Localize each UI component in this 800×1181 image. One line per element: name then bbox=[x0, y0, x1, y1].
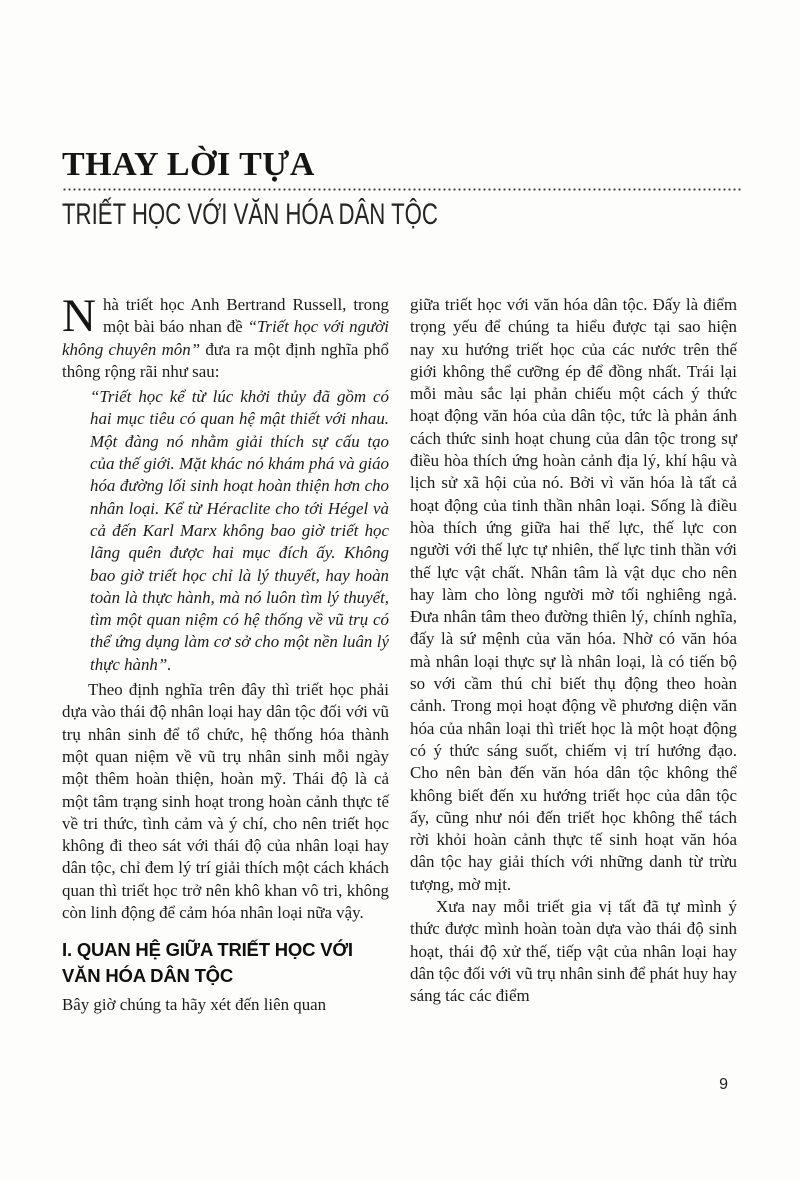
body-paragraph: Theo định nghĩa trên đây thì triết học phải dựa vào thái độ nhân loại hay dân tộc đối với vũ trụ nhân sinh để tổ chức, hệ thống hóa thành một quan niệm về vũ trụ nhân sinh mỗi ngày một thêm hoàn thiện, hoàn mỹ. Thái độ là cả một tâm trạng sinh hoạt trong hoàn cảnh thực tế về tri thức, tình cảm và ý chí, cho nên triết học không đi theo sát với thái độ của nhân loại hay dân tộc, chỉ đem lý trí giải thích một cách khách quan thì triết học trở nên khô khan vô tri, không còn linh động để cảm hóa nhân loại nữa vậy. bbox=[62, 680, 389, 923]
quotation-block: “Triết học kể từ lúc khởi thủy đã gồm có hai mục tiêu có quan hệ mật thiết với nhau. Một đàng nó nhằm giải thích sự cấu tạo của thế giới. Mặt khác nó khám phá và giáo hóa đường lối sinh hoạt hoàn thiện hơn cho nhân loại. Kể từ Héraclite cho tới Hégel và cả đến Karl Marx không bao giờ triết học lãng quên được hai mục đích ấy. Không bao giờ triết học chỉ là lý thuyết, hay hoàn toàn là thực hành, mà nó luôn tìm lý thuyết, tìm một quan niệm có hệ thống về vũ trụ có thể ứng dụng làm cơ sở cho một nền luân lý thực hành”. bbox=[90, 387, 389, 674]
right-column bbox=[410, 294, 737, 1017]
page-title: THAY LỜI TỰA bbox=[62, 146, 315, 183]
page-number: 9 bbox=[719, 1076, 728, 1093]
page-header bbox=[62, 146, 742, 232]
text-columns bbox=[62, 290, 738, 1017]
drop-cap: N bbox=[62, 290, 96, 342]
opening-paragraph-text: hà triết học Anh Bertrand Russell, trong một bài báo nhan đề “Triết học với người không chuyên môn” đưa ra một định nghĩa phổ thông rộng rãi như sau: bbox=[62, 295, 389, 381]
section-opening-paragraph: Bây giờ chúng ta hãy xét đến liên quan bbox=[62, 995, 327, 1015]
left-column bbox=[62, 290, 389, 1017]
page-subtitle: TRIẾT HỌC VỚI VĂN HÓA DÂN TỘC bbox=[62, 198, 438, 231]
dotted-divider bbox=[62, 188, 742, 191]
opening-paragraph bbox=[62, 290, 389, 383]
continuation-paragraph: giữa triết học với văn hóa dân tộc. Đấy là điểm trọng yếu để chúng ta hiểu được tại sao hiện nay xu hướng triết học của các nước trên thế giới không thể cưỡng ép để đồng nhất. Trái lại mỗi màu sắc lại phản chiếu một cách ý thức hoạt động văn hóa của dân tộc, tức là phản ánh cách thức sinh hoạt chung của dân tộc trong sự điều hòa thích ứng hoàn cảnh địa lý, khí hậu và lịch sử xã hội của nó. Bởi vì văn hóa là tất cả hoạt động của tinh thần nhân loại. Sống là điều hòa thích ứng giữa hai thế lực, thế lực con người với thế lực tự nhiên, thế lực tinh thần với thế lực vật chất. Nhân tâm là vật dục cho nên hay làm cho lòng người mờ tối nghiêng ngả. Đưa nhân tâm theo đường thiên lý, chính nghĩa, đấy là sứ mệnh của văn hóa. Nhờ có văn hóa mà nhân loại thực sự là nhân loại, là có tiến bộ so với cầm thú chỉ biết thụ động theo hoàn cảnh. Trong mọi hoạt động về phương diện văn hóa của nhân loại thì triết học là một hoạt động có ý thức sáng suốt, chiếm vị trí hướng đạo. Cho nên bàn đến văn hóa dân tộc không thể không biết đến xu hướng triết học của dân tộc ấy, cũng như nói đến triết học không thể tách rời khỏi hoàn cảnh thực tế sinh hoạt văn hóa dân tộc hay giải thích với những danh từ trừu tượng, mờ mịt. bbox=[410, 295, 737, 894]
closing-paragraph: Xưa nay mỗi triết gia vị tất đã tự mình ý thức được mình hoàn toàn dựa vào thái độ sinh hoạt, thái độ xử thế, tiếp vật của nhân loại hay dân tộc đối với vũ trụ nhân sinh để phát huy hay sáng tác các điểm bbox=[410, 897, 737, 1006]
section-heading: I. QUAN HỆ GIỮA TRIẾT HỌC VỚI VĂN HÓA DÂN TỘC bbox=[62, 939, 353, 987]
